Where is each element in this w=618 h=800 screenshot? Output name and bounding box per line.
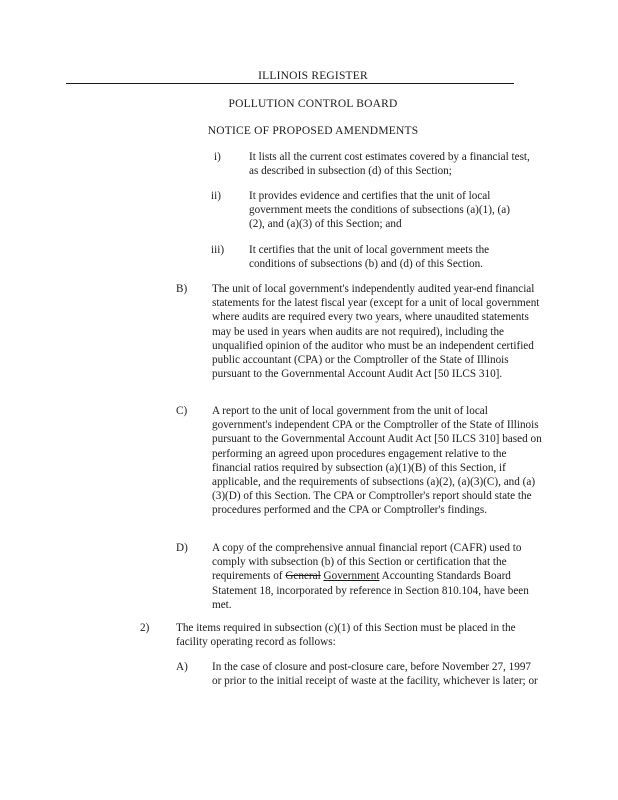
register-title: ILLINOIS REGISTER (258, 70, 368, 82)
item-i-label: i) (214, 151, 221, 163)
item-C-text: A report to the unit of local government from the unit of local government's independent CPA or the Comptroller of the State of Illinois pursuant to the Governmental Account Audit Act [50 ILCS 310] based on performing an agreed upon procedures engagement relative to the financial ratios required by subsection (a)(1)(B) of this Section, if applicable, and the requirements of subsections (a)(2), (a)(3)(C), and (a)(3)(D) of this Section. The CPA or Comptroller's report should state the procedures performed and the CPA or Comptroller's findings. (212, 405, 542, 517)
item-D-text (212, 541, 542, 612)
item-C-label: C) (176, 405, 188, 417)
item-B-label: B) (176, 283, 188, 295)
deleted-text: General (285, 570, 321, 583)
header-rule (66, 83, 514, 84)
inserted-text: Government (323, 570, 380, 583)
item-iii-label: iii) (211, 244, 225, 256)
item-ii-text: It provides evidence and certifies that the unit of local government meets the conditions of subsections (a)(1), (a)(2), and (a)(3) of this Section; and (249, 190, 510, 231)
board-name: POLLUTION CONTROL BOARD (228, 98, 398, 110)
item-ii-label: ii) (211, 190, 221, 202)
item-i-text: It lists all the current cost estimates covered by a financial test, as described in subsection (d) of this Section; (249, 151, 530, 178)
item-D-label: D) (176, 542, 188, 554)
item-B-text: The unit of local government's independently audited year-end financial statements for the latest fiscal year (except for a unit of local government where audits are required every two years, where unaudited statements may be used in years when audits are not required), including the unqualified opinion of the auditor who must be an independent certified public accountant (CPA) or the Comptroller of the State of Illinois pursuant to the Governmental Account Audit Act [50 ILCS 310]. (212, 283, 540, 381)
item-D-text-start: A copy of the comprehensive annual financial report (CAFR) used to comply with subsection (b) of this Section or certification that the requirements of (212, 542, 522, 583)
item-2-label: 2) (140, 622, 150, 634)
item-D-text-end: Accounting Standards Board Statement 18, incorporated by reference in Section 810.104, have been met. (212, 570, 529, 611)
notice-title: NOTICE OF PROPOSED AMENDMENTS (207, 125, 419, 137)
item-A-text: In the case of closure and post-closure care, before November 27, 1997 or prior to the initial receipt of waste at the facility, whichever is later; or (212, 661, 538, 688)
item-A-label: A) (176, 661, 188, 673)
item-2-text: The items required in subsection (c)(1) of this Section must be placed in the facility operating record as follows: (176, 622, 516, 649)
item-iii-text: It certifies that the unit of local government meets the conditions of subsections (b) and (d) of this Section. (249, 244, 490, 271)
